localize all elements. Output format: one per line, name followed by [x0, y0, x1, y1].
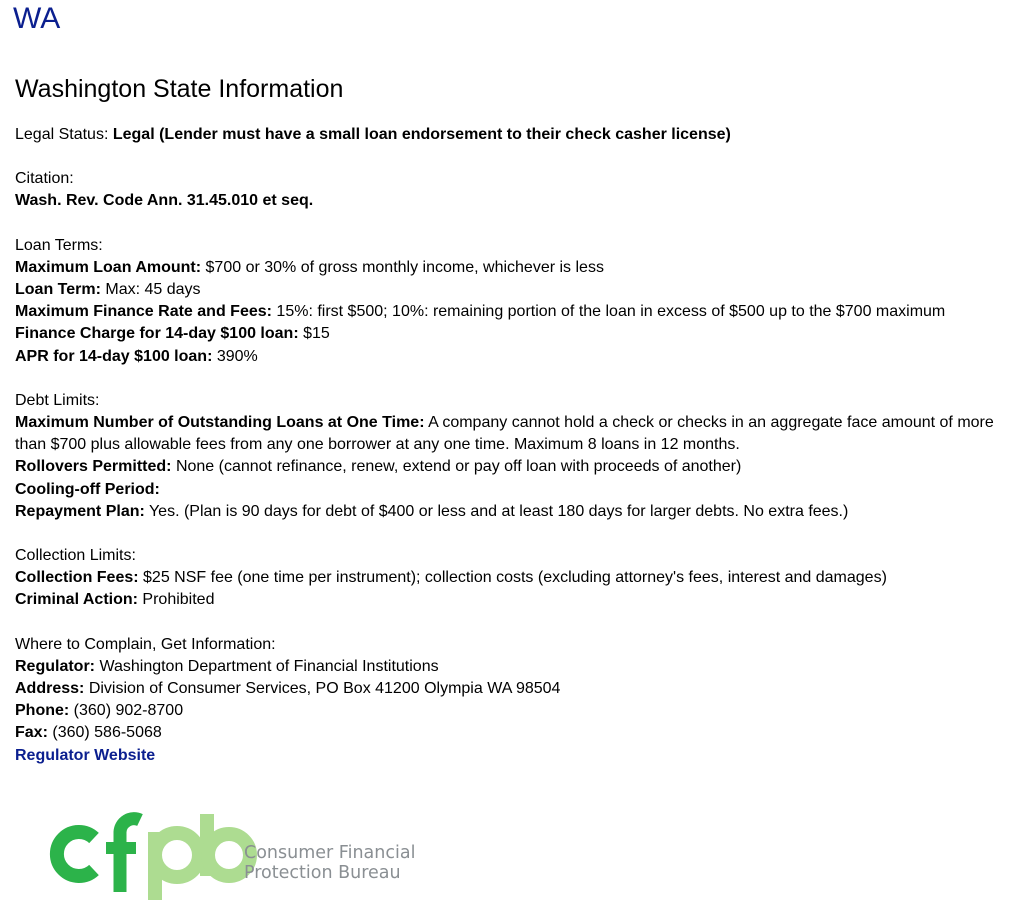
collection-limit-row [15, 589, 1015, 611]
citation-block [15, 168, 1015, 212]
row-label: Loan Term: [15, 281, 101, 299]
logo-line-1: Consumer Financial [244, 843, 416, 863]
row-value: 15%: first $500; 10%: remaining portion of the loan in excess of $500 up to the $700 maximum [276, 303, 946, 321]
row-value: (360) 902-8700 [73, 702, 184, 720]
row-value: Max: 45 days [105, 281, 201, 299]
row-value: (360) 586-5068 [52, 724, 162, 742]
logo-line-2: Protection Bureau [244, 863, 401, 883]
row-label: Fax: [15, 724, 48, 742]
row-value: A company cannot hold a check or checks in an aggregate face amount of more than $700 plus allowable fees from any one borrower at any one time. Maximum 8 loans in 12 months. [15, 414, 994, 454]
collection-limits-heading: Collection Limits: [15, 547, 136, 565]
row-value: Washington Department of Financial Institutions [99, 657, 439, 675]
loan-term-row [15, 279, 1015, 301]
complain-row [15, 722, 1015, 744]
row-value: 390% [216, 347, 258, 365]
row-label: Cooling-off Period: [15, 480, 160, 498]
legal-status-label: Legal Status: [15, 126, 109, 143]
debt-limit-row [15, 501, 1015, 523]
row-value: Yes. (Plan is 90 days for debt of $400 or less and at least 180 days for larger debts. No extra fees.) [148, 502, 849, 520]
debt-limits-block [15, 390, 1015, 523]
row-value: None (cannot refinance, renew, extend or pay off loan with proceeds of another) [175, 458, 742, 476]
state-code-heading: WA [13, 2, 61, 35]
row-label: Criminal Action: [15, 591, 138, 609]
debt-limit-row [15, 412, 1015, 456]
row-label: Rollovers Permitted: [15, 458, 172, 476]
debt-limit-row [15, 456, 1015, 478]
row-label: Repayment Plan: [15, 502, 145, 520]
collection-limits-block [15, 545, 1015, 612]
row-label: Finance Charge for 14-day $100 loan: [15, 325, 299, 343]
row-label: Collection Fees: [15, 569, 139, 587]
row-value: $25 NSF fee (one time per instrument); collection costs (excluding attorney's fees, interest and damages) [143, 569, 887, 587]
legal-status-block [15, 124, 1015, 146]
loan-terms-block [15, 235, 1015, 368]
cfpb-logo-text [244, 843, 415, 883]
loan-term-row [15, 257, 1015, 279]
loan-term-row [15, 323, 1015, 345]
row-label: Regulator: [15, 657, 95, 675]
citation-label: Citation: [15, 170, 74, 188]
row-value: $15 [303, 325, 330, 343]
row-label: Address: [15, 680, 85, 698]
row-label: Maximum Loan Amount: [15, 258, 202, 276]
page-title: Washington State Information [15, 75, 344, 103]
complain-row [15, 700, 1015, 722]
legal-status-value: Legal (Lender must have a small loan endorsement to their check casher license) [112, 126, 731, 143]
citation-value: Wash. Rev. Code Ann. 31.45.010 et seq. [15, 192, 314, 210]
loan-terms-heading: Loan Terms: [15, 236, 103, 254]
collection-limit-row [15, 567, 1015, 589]
loan-term-row [15, 346, 1015, 368]
complain-row [15, 656, 1015, 678]
state-info-content [15, 124, 1015, 789]
row-value: Prohibited [142, 591, 215, 609]
row-label: Maximum Finance Rate and Fees: [15, 303, 272, 321]
row-label: APR for 14-day $100 loan: [15, 347, 213, 365]
debt-limit-row [15, 479, 1015, 501]
complain-heading: Where to Complain, Get Information: [15, 635, 276, 653]
row-label: Phone: [15, 702, 70, 720]
complain-block [15, 634, 1015, 767]
row-label: Maximum Number of Outstanding Loans at One Time: [15, 414, 425, 432]
debt-limits-heading: Debt Limits: [15, 391, 100, 409]
regulator-website-link[interactable]: Regulator Website [15, 746, 156, 764]
row-value: Division of Consumer Services, PO Box 41200 Olympia WA 98504 [88, 680, 561, 698]
row-value: $700 or 30% of gross monthly income, whichever is less [205, 258, 604, 276]
loan-term-row [15, 301, 1015, 323]
complain-row [15, 678, 1015, 700]
